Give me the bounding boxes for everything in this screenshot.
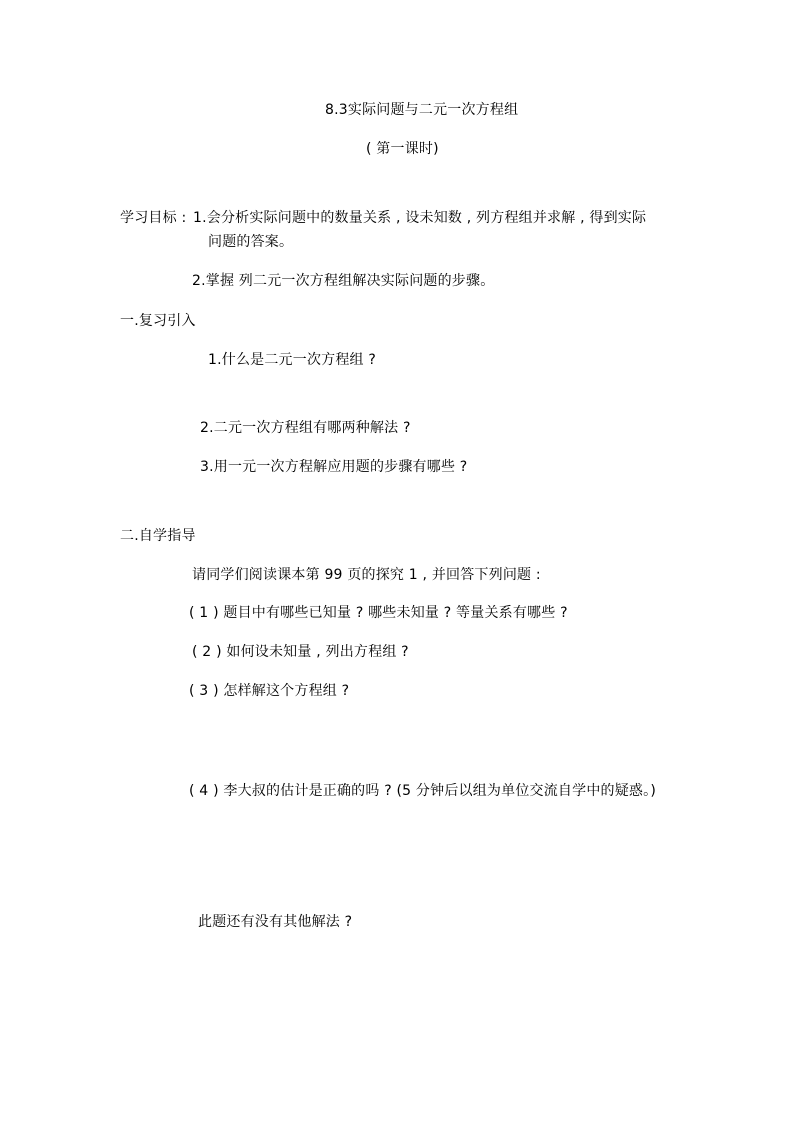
section-review-heading: 一.复习引入 [120,313,196,329]
review-question-2: 2.二元一次方程组有哪两种解法 ? [200,420,411,436]
objective-1-line-1: 1.会分析实际问题中的数量关系 , 设未知数 , 列方程组并求解 , 得到实际 [193,210,647,226]
section-selfstudy-heading: 二.自学指导 [120,528,196,544]
selfstudy-question-4: ( 4 ) 李大叔的估计是正确的吗 ? (5 分钟后以组为单位交流自学中的疑惑。) [189,783,656,799]
page-subtitle: ( 第一课时) [366,141,439,157]
objectives-label: 学习目标 : [120,210,187,226]
objective-2: 2.掌握 列二元一次方程组解决实际问题的步骤。 [192,273,495,289]
selfstudy-question-2: ( 2 ) 如何设未知量 , 列出方程组 ? [192,644,409,660]
selfstudy-question-1: ( 1 ) 题目中有哪些已知量 ? 哪些未知量 ? 等量关系有哪些 ? [189,605,568,621]
selfstudy-extra-question: 此题还有没有其他解法 ? [198,914,353,930]
objective-1-line-2: 问题的答案。 [208,234,294,250]
review-question-1: 1.什么是二元一次方程组 ? [208,352,377,368]
page-title: 8.3实际问题与二元一次方程组 [325,102,519,118]
selfstudy-question-3: ( 3 ) 怎样解这个方程组 ? [189,683,350,699]
review-question-3: 3.用一元一次方程解应用题的步骤有哪些 ? [200,459,468,475]
selfstudy-intro: 请同学们阅读课本第 99 页的探究 1 , 并回答下列问题 : [192,567,541,583]
